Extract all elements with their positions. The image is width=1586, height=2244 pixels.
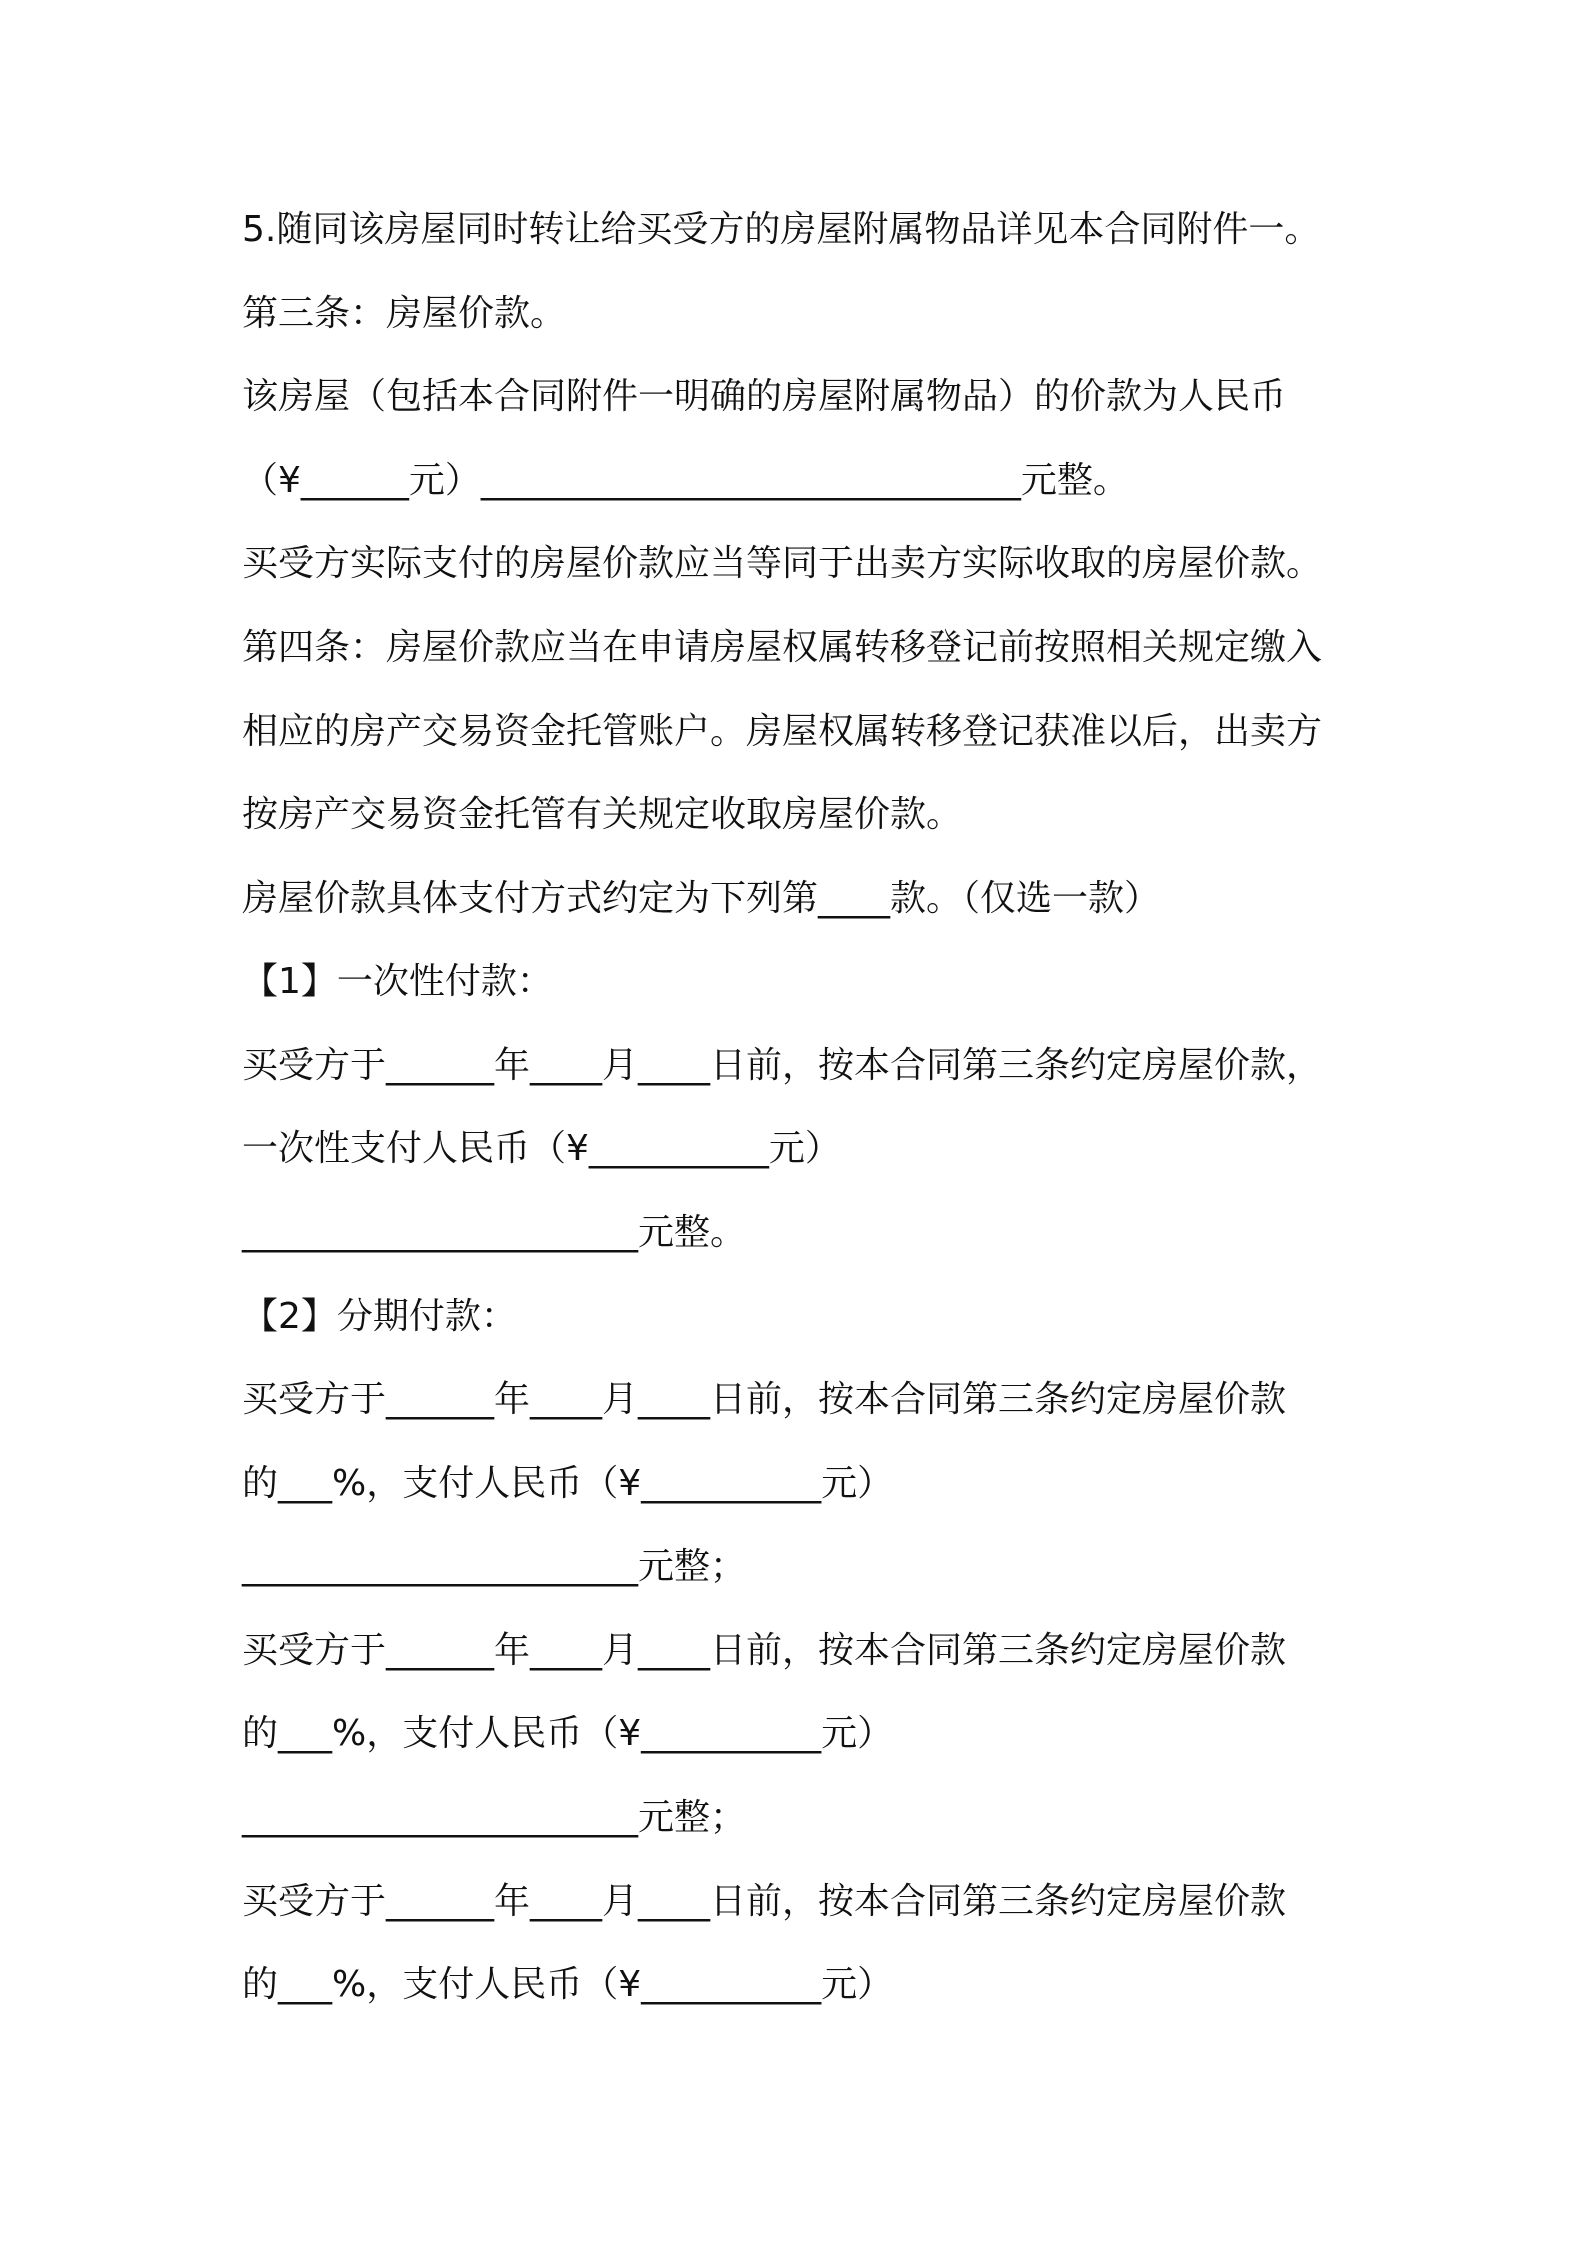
price-statement: 该房屋（包括本合同附件一明确的房屋附属物品）的价款为人民币 [242,376,1287,417]
article-3-heading: 第三条：房屋价款。 [242,293,567,334]
article-4-line-3: 按房产交易资金托管有关规定收取房屋价款。 [242,794,963,835]
option-1-heading: 【1】一次性付款： [242,961,553,1002]
price-amount-blank: （¥______元）______________________________元整。 [242,460,1129,501]
payment-method-choice: 房屋价款具体支付方式约定为下列第____款。（仅选一款） [242,878,1161,919]
installment-2-line-3: ______________________元整； [242,1797,747,1838]
article-4-line-2: 相应的房产交易资金托管账户。房屋权属转移登记获准以后，出卖方 [242,711,1323,752]
installment-1-line-2: 的___%，支付人民币（¥__________元） [242,1463,894,1504]
installment-1-line-3: ______________________元整； [242,1546,747,1587]
option-1-line-2: 一次性支付人民币（¥__________元） [242,1128,841,1169]
option-2-heading: 【2】分期付款： [242,1296,517,1337]
installment-3-line-1: 买受方于______年____月____日前，按本合同第三条约定房屋价款 [242,1881,1287,1922]
item-5-attached-goods: 5.随同该房屋同时转让给买受方的房屋附属物品详见本合同附件一。 [242,209,1321,250]
article-4-line-1: 第四条：房屋价款应当在申请房屋权属转移登记前按照相关规定缴入 [242,627,1323,668]
option-1-line-3: ______________________元整。 [242,1212,747,1253]
installment-2-line-2: 的___%，支付人民币（¥__________元） [242,1713,894,1754]
option-1-line-1: 买受方于______年____月____日前，按本合同第三条约定房屋价款， [242,1045,1323,1086]
installment-1-line-1: 买受方于______年____月____日前，按本合同第三条约定房屋价款 [242,1379,1287,1420]
installment-3-line-2: 的___%，支付人民币（¥__________元） [242,1964,894,2005]
price-equivalence: 买受方实际支付的房屋价款应当等同于出卖方实际收取的房屋价款。 [242,543,1323,584]
installment-2-line-1: 买受方于______年____月____日前，按本合同第三条约定房屋价款 [242,1630,1287,1671]
